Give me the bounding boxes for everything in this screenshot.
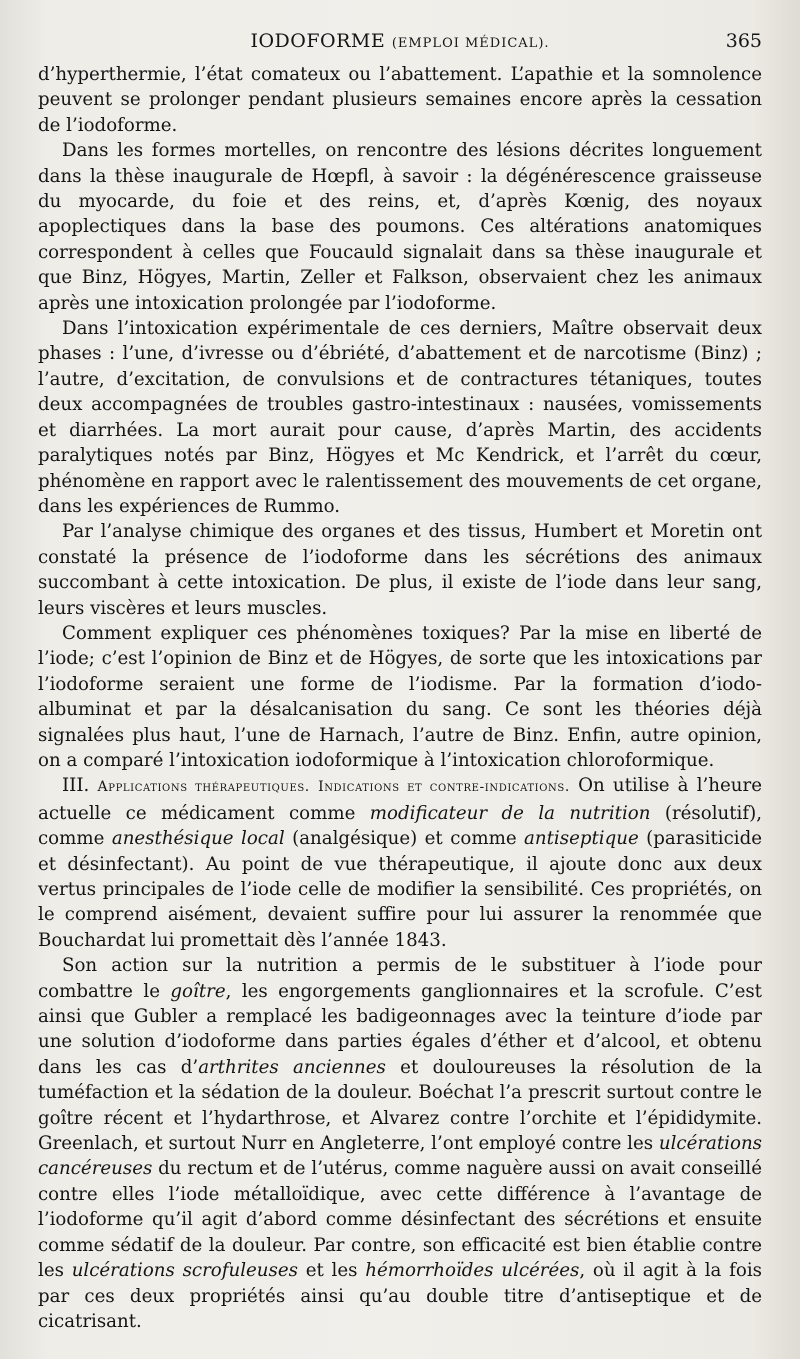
text-run: et douloureuses la résolution de la tuméfaction et la sédation de la douleur. Boéchat l’a prescrit surtout contre le goître récent et l’hydarthrose, et Alvarez contre l’orchite et l’épididymite. Greenlach, et surtout Nurr en Angleterre, l’ont employé contre les <box>38 1056 763 1155</box>
running-title <box>38 30 762 52</box>
italic-term: ulcérations cancéreuses <box>38 1133 762 1180</box>
paragraph-therapeutic-applications <box>38 773 762 953</box>
italic-term: arthrites anciennes <box>198 1056 386 1078</box>
page-header <box>38 30 762 60</box>
italic-term: ulcérations scrofuleuses <box>71 1260 298 1282</box>
text-run: (résolutif), comme <box>38 802 762 850</box>
paragraph-chemical-analysis: Par l’analyse chimique des organes et des tissus, Humbert et Moretin ont constaté la présence de l’iodoforme dans les sécrétions des animaux succombant à cette intoxication. De plus, il existe de l’iode dans leur sang, leurs viscères et leurs muscles. <box>38 521 762 619</box>
paragraph-experimental-intoxication: Dans l’intoxication expérimentale de ces derniers, Maître observait deux phases : l’une, d’ivresse ou d’ébriété, d’abattement et de narcotisme (Binz) ; l’autre, d’excitation, de convulsions et de contractures tétaniques, toutes deux accompagnées de troubles gastro-intestinaux : nausées, vomissements et diarrhées. La mort aurait pour cause, d’après Martin, des accidents paralytiques notés par Binz, Högyes et Mc Kendrick, et l’arrêt du cœur, phénomène en rapport avec le ralentissement des mouvements de cet organe, dans les expériences de Rummo. <box>38 318 762 517</box>
paragraph-nutrition-action <box>38 953 762 1334</box>
text-run: , où il agit à la fois par ces deux propriétés ainsi qu’au double titre d’antiseptique et de cicatrisant. <box>38 1260 762 1332</box>
paragraph-continuation: d’hyperthermie, l’état comateux ou l’abattement. L’apathie et la somnolence peuvent se prolonger pendant plusieurs semaines encore après la cessation de l’iodoforme. <box>38 64 762 136</box>
text-run: On utilise à l’heure actuelle ce médicament comme <box>38 775 762 824</box>
paragraph-lesions: Dans les formes mortelles, on rencontre des lésions décrites longuement dans la thèse inaugurale de Hœpfl, à savoir : la dégénérescence graisseuse du myocarde, du foie et des reins, et, d’après Kœnig, des noyaux apoplectiques dans la base des poumons. Ces altérations anatomiques correspondent à celles que Foucauld signalait dans sa thèse inaugurale et que Binz, Högyes, Martin, Zeller et Falkson, observaient chez les animaux après une intoxication prolongée par l’iodoforme. <box>38 140 762 314</box>
page-number: 365 <box>725 30 762 52</box>
section-number: III. <box>62 775 90 797</box>
italic-term: modificateur de la nutrition <box>369 802 651 824</box>
running-title-main: IODOFORME <box>250 30 386 52</box>
running-title-subtitle: (EMPLOI MÉDICAL). <box>391 36 550 51</box>
italic-term: anesthésique local <box>111 828 285 850</box>
italic-term: goître <box>170 980 226 1002</box>
italic-term: antiseptique <box>524 828 639 850</box>
text-run: du rectum et de l’utérus, comme naguère aussi on avait conseillé contre elles l’iode métalloïdique, avec cette différence à l’avantage de l’iodoforme qu’il agit d’abord comme désinfectant des sécrétions et ensuite comme sédatif de la douleur. Par contre, son efficacité est bien établie contre les <box>38 1158 762 1282</box>
italic-term: hémorrhoïdes ulcérées <box>365 1260 580 1282</box>
text-run: , les engorgements ganglionnaires et la scrofule. C’est ainsi que Gubler a remplacé les badigeonnages avec la teinture d’iode par une solution d’iodoforme dans parties égales d’éther et d’alcool, et obtenu dans les cas d’ <box>38 980 762 1078</box>
text-run: (analgésique) et comme <box>284 828 525 850</box>
section-heading-indications: Indications et contre-indications. <box>318 779 570 796</box>
text-run: et les <box>297 1260 366 1282</box>
page-body <box>38 62 762 1334</box>
section-heading-applications: Applications thérapeutiques. <box>97 779 310 796</box>
paragraph-toxic-explanation: Comment expliquer ces phénomènes toxiques? Par la mise en liberté de l’iode; c’est l’opinion de Binz et de Högyes, de sorte que les intoxications par l’iodoforme seraient une forme de l’iodisme. Par la formation d’iodo-albuminat et par la désalcanisation du sang. Ce sont les théories déjà signalées plus haut, l’une de Harnach, l’autre de Binz. Enfin, autre opinion, on a comparé l’intoxication iodoformique à l’intoxication chloroformique. <box>38 622 762 771</box>
text-run: Son action sur la nutrition a permis de le substituer à l’iode pour combattre le <box>38 955 762 1002</box>
text-run: (parasiticide et désinfectant). Au point de vue thérapeutique, il ajoute donc aux deux vertus principales de l’iode celle de modifier la sensibilité. Ces propriétés, on le comprend aisément, devaient suffire pour lui assurer la renommée que Bouchardat lui promettait dès l’année 1843. <box>38 828 762 951</box>
